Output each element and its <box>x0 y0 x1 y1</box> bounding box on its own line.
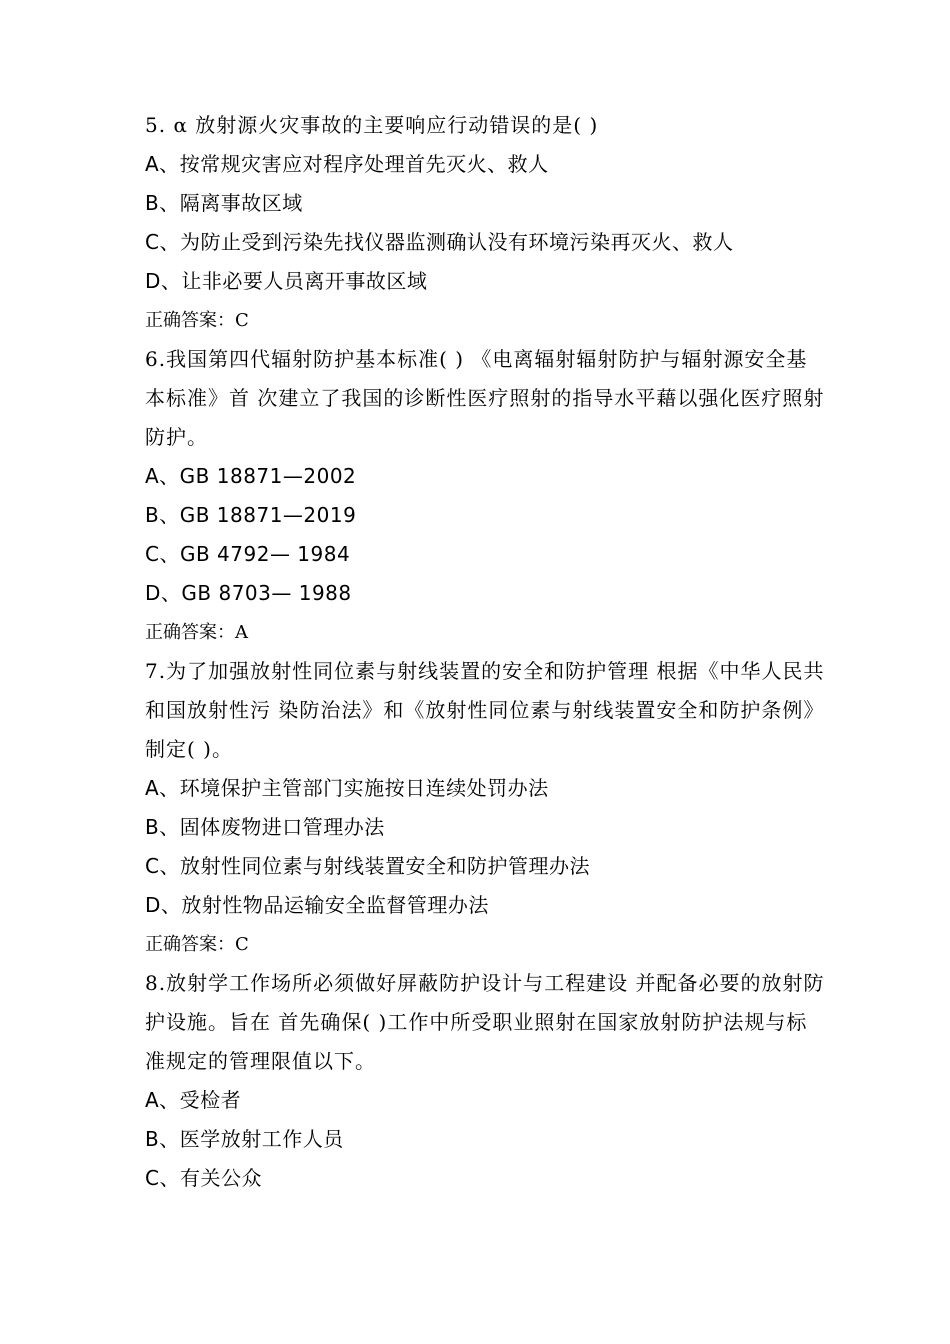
correct-answer: 正确答案：A <box>145 622 248 643</box>
option-a: A、环境保护主管部门实施按日连续处罚办法 <box>145 776 549 800</box>
option-a: A、受检者 <box>145 1088 242 1112</box>
question-stem: 5. α 放射源火灾事故的主要响应行动错误的是( ) <box>145 113 599 137</box>
option-b: B、固体废物进口管理办法 <box>145 815 385 839</box>
option-c: C、为防止受到污染先找仪器监测确认没有环境污染再灭火、救人 <box>145 230 734 254</box>
option-c: C、有关公众 <box>145 1166 262 1190</box>
option-c: C、GB 4792— 1984 <box>145 542 351 566</box>
correct-answer: 正确答案：C <box>145 310 249 331</box>
question-stem: 8.放射学工作场所必须做好屏蔽防护设计与工程建设 并配备必要的放射防护设施。旨在 首先确保( )工作中所受职业照射在国家放射防护法规与标准规定的管理限值以下。 <box>145 971 825 1073</box>
option-b: B、GB 18871—2019 <box>145 503 357 527</box>
document-page <box>145 106 825 1198</box>
option-a: A、按常规灾害应对程序处理首先灭火、救人 <box>145 152 549 176</box>
option-c: C、放射性同位素与射线装置安全和防护管理办法 <box>145 854 590 878</box>
correct-answer: 正确答案：C <box>145 934 249 955</box>
question-stem: 7.为了加强放射性同位素与射线装置的安全和防护管理 根据《中华人民共和国放射性污 染防治法》和《放射性同位素与射线装置安全和防护条例》制定( )。 <box>145 659 825 761</box>
option-b: B、隔离事故区域 <box>145 191 303 215</box>
option-d: D、让非必要人员离开事故区域 <box>145 269 428 293</box>
question-stem: 6.我国第四代辐射防护基本标准( ) 《电离辐射辐射防护与辐射源安全基本标准》首 次建立了我国的诊断性医疗照射的指导水平藉以强化医疗照射防护。 <box>145 347 825 449</box>
option-b: B、医学放射工作人员 <box>145 1127 344 1151</box>
option-d: D、GB 8703— 1988 <box>145 581 352 605</box>
option-a: A、GB 18871—2002 <box>145 464 357 488</box>
option-d: D、放射性物品运输安全监督管理办法 <box>145 893 489 917</box>
